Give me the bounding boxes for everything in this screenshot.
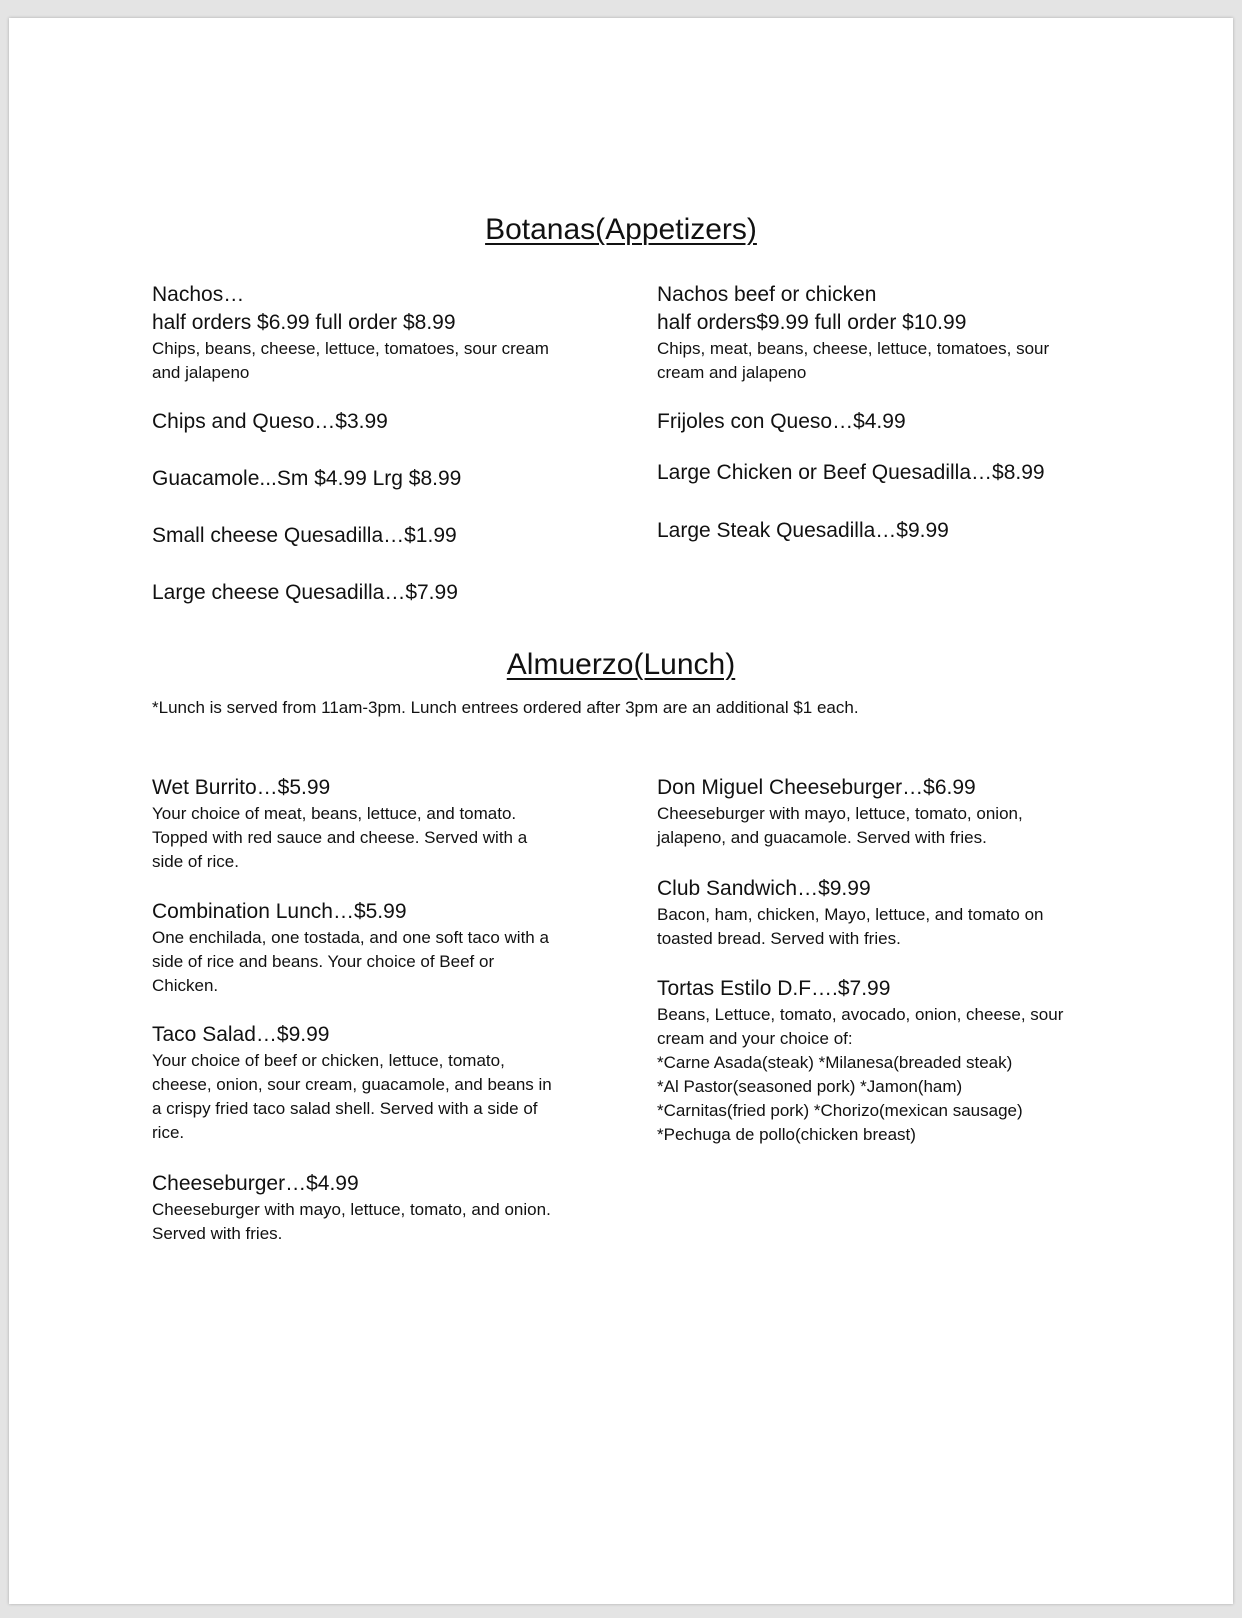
item-description-line: Your choice of beef or chicken, lettuce, tomato, xyxy=(152,1051,505,1070)
item-description-line: rice. xyxy=(152,1123,185,1142)
menu-item-small-quesadilla: Small cheese Quesadilla…$1.99 xyxy=(152,524,457,547)
item-description-line: cream and your choice of: xyxy=(657,1029,853,1048)
item-description-line: Beans, Lettuce, tomato, avocado, onion, cheese, sour xyxy=(657,1005,1064,1024)
menu-item-chicken-beef-quesadilla: Large Chicken or Beef Quesadilla…$8.99 xyxy=(657,461,1045,484)
item-description-line: Bacon, ham, chicken, Mayo, lettuce, and tomato on xyxy=(657,905,1044,924)
menu-page xyxy=(9,18,1233,1604)
item-description-line: a crispy fried taco salad shell. Served with a side of xyxy=(152,1099,538,1118)
item-description-line: Cheeseburger with mayo, lettuce, tomato, and onion. xyxy=(152,1200,551,1219)
item-title: Wet Burrito…$5.99 xyxy=(152,776,331,799)
menu-item-chips-queso: Chips and Queso…$3.99 xyxy=(152,410,388,433)
menu-item-frijoles-queso: Frijoles con Queso…$4.99 xyxy=(657,410,906,433)
menu-item-cheeseburger xyxy=(152,1170,551,1246)
item-description-line: Your choice of meat, beans, lettuce, and tomato. xyxy=(152,804,517,823)
menu-item-wet-burrito xyxy=(152,774,527,874)
item-description-line: Served with fries. xyxy=(152,1224,283,1243)
lunch-note: *Lunch is served from 11am-3pm. Lunch entrees ordered after 3pm are an additional $1 each. xyxy=(152,698,859,717)
menu-item-club-sandwich xyxy=(657,875,1044,951)
menu-item-steak-quesadilla: Large Steak Quesadilla…$9.99 xyxy=(657,519,949,542)
menu-item-nachos xyxy=(152,281,549,385)
item-description-line: Topped with red sauce and cheese. Served with a xyxy=(152,828,528,847)
item-description-line: jalapeno, and guacamole. Served with fries. xyxy=(657,828,987,847)
item-description-line: *Pechuga de pollo(chicken breast) xyxy=(657,1125,916,1144)
item-description-line: Chips, meat, beans, cheese, lettuce, tomatoes, sour xyxy=(657,339,1050,358)
item-price-line: half orders$9.99 full order $10.99 xyxy=(657,311,967,334)
menu-item-guacamole: Guacamole...Sm $4.99 Lrg $8.99 xyxy=(152,467,462,490)
item-description-line: Chicken. xyxy=(152,976,219,995)
menu-item-nachos-meat xyxy=(657,281,1049,385)
item-description-line: toasted bread. Served with fries. xyxy=(657,929,901,948)
item-description-line: cheese, onion, sour cream, guacamole, and beans in xyxy=(152,1075,552,1094)
item-title: Combination Lunch…$5.99 xyxy=(152,900,407,923)
item-description-line: *Carne Asada(steak) *Milanesa(breaded steak) xyxy=(657,1053,1013,1072)
item-title: Cheeseburger…$4.99 xyxy=(152,1172,359,1195)
menu-item-tortas xyxy=(657,975,1063,1147)
item-description-line: cream and jalapeno xyxy=(657,363,807,382)
item-title: Nachos beef or chicken xyxy=(657,283,877,306)
item-price-line: half orders $6.99 full order $8.99 xyxy=(152,311,456,334)
menu-item-combination-lunch xyxy=(152,898,549,998)
menu-item-large-quesadilla: Large cheese Quesadilla…$7.99 xyxy=(152,581,458,604)
item-description-line: *Al Pastor(seasoned pork) *Jamon(ham) xyxy=(657,1077,963,1096)
item-description-line: *Carnitas(fried pork) *Chorizo(mexican sausage) xyxy=(657,1101,1023,1120)
item-description-line: and jalapeno xyxy=(152,363,250,382)
item-title: Club Sandwich…$9.99 xyxy=(657,877,871,900)
item-description-line: side of rice. xyxy=(152,852,239,871)
menu-item-taco-salad xyxy=(152,1021,552,1145)
item-title: Taco Salad…$9.99 xyxy=(152,1023,330,1046)
item-description-line: Cheeseburger with mayo, lettuce, tomato, onion, xyxy=(657,804,1023,823)
item-title: Nachos… xyxy=(152,283,245,306)
menu-item-don-miguel-cheeseburger xyxy=(657,774,1023,850)
item-description-line: One enchilada, one tostada, and one soft taco with a xyxy=(152,928,549,947)
item-title: Don Miguel Cheeseburger…$6.99 xyxy=(657,776,976,799)
appetizers-heading: Botanas(Appetizers) xyxy=(485,213,757,246)
item-description-line: side of rice and beans. Your choice of Beef or xyxy=(152,952,495,971)
item-title: Tortas Estilo D.F….$7.99 xyxy=(657,977,891,1000)
lunch-heading: Almuerzo(Lunch) xyxy=(506,648,736,681)
item-description-line: Chips, beans, cheese, lettuce, tomatoes, sour cream xyxy=(152,339,549,358)
